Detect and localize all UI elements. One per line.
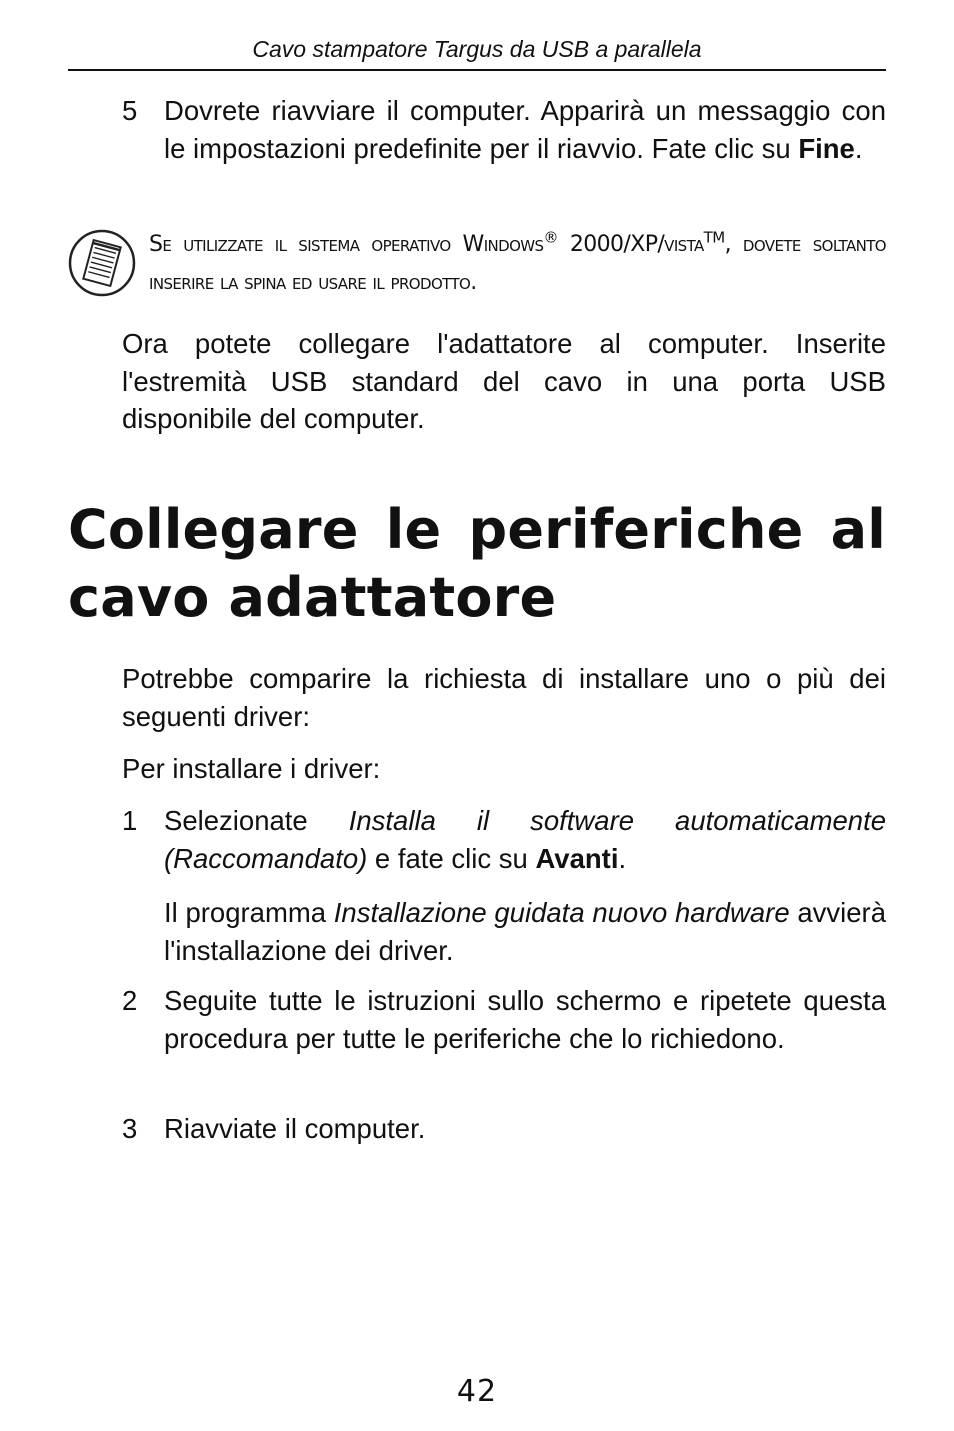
step-number: 2 [122,985,138,1016]
note-text: Se utilizzate il sistema operativo Windows® 2000/XP/vista™, dovete soltanto inserire la spina ed usare il prodotto. [149,228,886,295]
step-5-text: Dovrete riavviare il computer. Apparirà un messaggio con le impostazioni predefinite per il riavvio. Fate clic su Fine. [164,95,886,164]
step-number: 3 [122,1113,138,1144]
header-rule [68,69,886,71]
section-title: Collegare le periferiche al cavo adattatore [68,498,886,629]
step-3-text: Riavviate il computer. [164,1113,426,1144]
intro-paragraph: Ora potete collegare l'adattatore al computer. Inserite l'estremità USB standard del cavo in una porta USB disponibile del computer. [122,328,886,434]
paragraph-install: Per installare i driver: [122,753,381,784]
running-header: Cavo stampatore Targus da USB a parallela [252,36,702,62]
step-number: 5 [122,95,138,126]
avanti-keyword: Avanti [535,842,619,874]
fine-keyword: Fine [798,132,855,164]
paragraph-drivers: Potrebbe comparire la richiesta di installare uno o più dei seguenti driver: [122,663,886,732]
step-1-text: Selezionate Installa il software automaticamente (Raccomandato) e fate clic su Avanti. [164,805,887,874]
option-name: Installa il software automaticamente (Raccomandato) [164,805,887,874]
notepad-icon [67,228,137,298]
step-number: 1 [122,805,138,836]
step-2-text: Seguite tutte le istruzioni sullo schermo e ripetete questa procedura per tutte le periferiche che lo richiedono. [164,985,886,1054]
step-1-subtext: Il programma Installazione guidata nuovo hardware avvierà l'installazione dei driver. [164,897,886,966]
page-number: 42 [456,1374,498,1409]
wizard-name: Installazione guidata nuovo hardware [333,897,790,928]
